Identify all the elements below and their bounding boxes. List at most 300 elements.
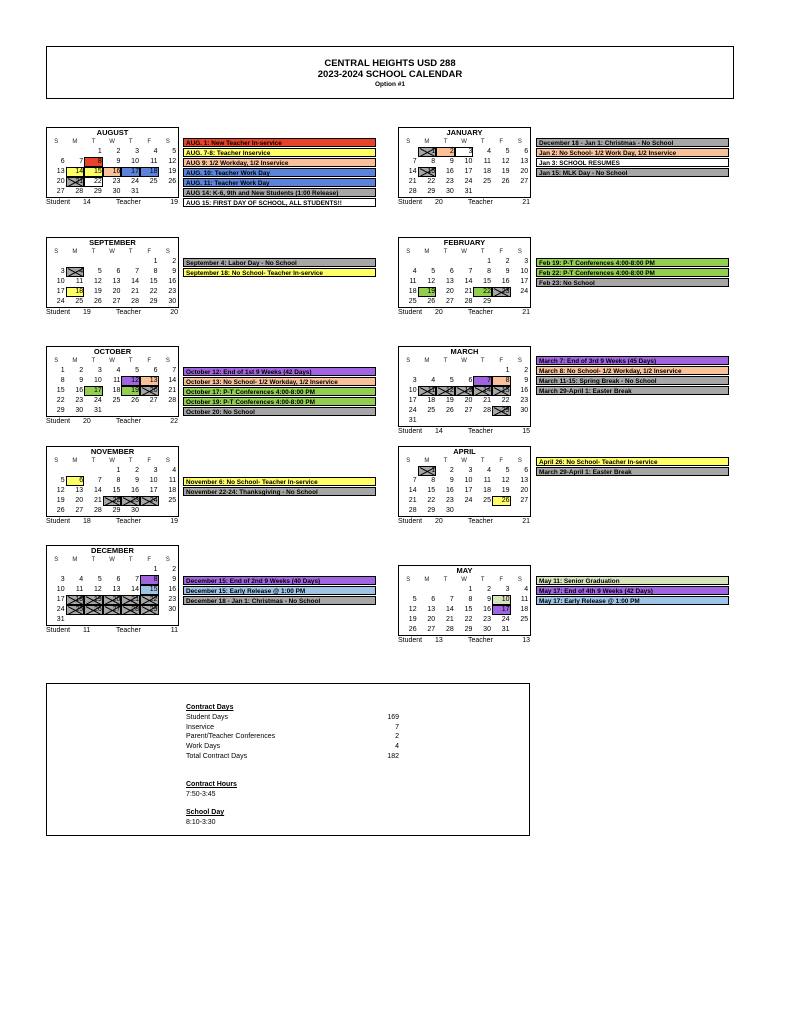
day-cell: 9: [487, 596, 491, 603]
day-cell: [399, 257, 418, 267]
week-row: [47, 257, 178, 267]
day-cell: 16: [103, 167, 122, 177]
week-row: [399, 287, 530, 297]
day-cell: 31: [93, 407, 102, 414]
day-cell: 30: [445, 188, 454, 195]
day-cell: 3: [60, 268, 65, 275]
teacher-label: Teacher: [116, 518, 141, 525]
day-cell: 21: [408, 178, 417, 185]
day-cell: 19: [84, 595, 103, 605]
events-december: [183, 576, 376, 605]
day-cell: 18: [112, 387, 121, 394]
day-cell: 1: [116, 467, 121, 474]
day-cell: [511, 506, 530, 516]
weekday-label: T: [128, 557, 133, 563]
weekday-label: F: [147, 139, 152, 145]
event-item: Jan 15: MLK Day - No School: [536, 168, 729, 177]
week-row: [47, 157, 178, 167]
weekday-label: S: [165, 557, 170, 563]
day-cell: 2: [116, 148, 121, 155]
day-cell: 30: [168, 298, 177, 305]
student-label: Student: [398, 199, 423, 206]
day-cell: 20: [103, 595, 122, 605]
day-cell: [159, 406, 178, 416]
week-row: [399, 277, 530, 287]
day-cell: 23: [520, 397, 529, 404]
day-cell: 4: [412, 268, 417, 275]
day-cell: 28: [464, 298, 473, 305]
day-cell: 17: [56, 596, 65, 603]
weekday-label: M: [424, 577, 430, 583]
event-item: December 15: Early Release @ 1:00 PM: [183, 586, 376, 595]
day-cell: 7: [468, 268, 473, 275]
day-cell: 8: [492, 376, 511, 386]
weekday-label: W: [109, 358, 115, 364]
day-cell: 25: [408, 298, 417, 305]
day-cell: [455, 416, 474, 426]
day-cell: 14: [464, 278, 473, 285]
month-name: SEPTEMBER: [89, 238, 136, 247]
day-cell: 2: [172, 566, 177, 573]
weekday-header: [47, 356, 178, 366]
day-cell: 15: [464, 606, 473, 613]
day-cell: 24: [464, 178, 473, 185]
day-cell: 25: [66, 605, 85, 615]
teacher-day-count: 19: [170, 199, 178, 206]
day-cell: 23: [121, 496, 140, 506]
day-cell: 26: [84, 605, 103, 615]
day-cell: 6: [431, 596, 436, 603]
day-cell: 29: [140, 605, 159, 615]
event-item: December 15: End of 2nd 9 Weeks (40 Days): [183, 576, 376, 585]
day-cell: 25: [168, 497, 177, 504]
event-item: March 8: No School- 1/2 Workday, 1/2 Inservice: [536, 366, 729, 375]
weekday-label: T: [91, 458, 96, 464]
day-cell: 19: [445, 397, 454, 404]
day-cell: 30: [112, 188, 121, 195]
day-cell: 13: [520, 477, 529, 484]
month-november: [46, 446, 179, 526]
teacher-label: Teacher: [116, 627, 141, 634]
day-cell: 17: [464, 487, 473, 494]
day-cell: 7: [473, 376, 492, 386]
weekday-label: T: [128, 249, 133, 255]
day-cell: 14: [408, 168, 417, 175]
day-cell: 3: [505, 586, 510, 593]
day-cell: 12: [501, 158, 510, 165]
day-cell: 24: [56, 298, 65, 305]
teacher-day-count: 20: [170, 309, 178, 316]
day-cell: [66, 147, 85, 157]
week-row: [47, 595, 178, 605]
weekday-header: [47, 456, 178, 466]
day-cell: 27: [149, 397, 158, 404]
day-cell: 29: [149, 298, 158, 305]
week-row: [47, 167, 178, 177]
weekday-label: T: [480, 577, 485, 583]
day-cell: 22: [501, 397, 510, 404]
day-cell: [511, 297, 530, 307]
day-cell: 22: [427, 178, 436, 185]
week-row: [399, 396, 530, 406]
day-cell: 25: [483, 178, 491, 185]
weekday-header: [399, 247, 530, 257]
event-item: November 22-24: Thanksgiving - No School: [183, 487, 376, 496]
day-cell: 3: [412, 377, 417, 384]
day-cell: 18: [520, 606, 529, 613]
weekday-label: T: [443, 458, 448, 464]
day-cell: 4: [487, 148, 491, 155]
month-april: [398, 446, 531, 526]
weekday-label: S: [54, 139, 59, 145]
student-label: Student: [46, 627, 71, 634]
teacher-day-count: 22: [170, 418, 178, 425]
day-cell: 10: [408, 387, 417, 394]
day-cell: 3: [135, 148, 139, 155]
week-row: [399, 605, 530, 615]
day-cell: [84, 565, 103, 575]
day-cell: 15: [418, 167, 437, 177]
event-item: October 12: End of 1st 9 Weeks (42 Days): [183, 367, 376, 376]
day-cell: [418, 416, 437, 426]
month-name: NOVEMBER: [90, 447, 135, 456]
day-cell: [511, 416, 530, 426]
weekday-label: F: [499, 358, 504, 364]
day-cell: 2: [172, 258, 177, 265]
month-name: OCTOBER: [93, 347, 132, 356]
day-cell: 22: [427, 497, 436, 504]
month-september: [46, 237, 179, 317]
day-cell: 16: [483, 606, 491, 613]
weekday-label: T: [480, 139, 485, 145]
week-row: [47, 386, 178, 396]
day-cell: 6: [524, 467, 529, 474]
day-cell: [492, 297, 511, 307]
month-day-counts: [46, 308, 179, 317]
month-grid: [46, 237, 179, 308]
day-cell: 5: [97, 576, 102, 583]
day-cell: 7: [172, 367, 177, 374]
school-day-value: 8:10-3:30: [186, 819, 216, 826]
student-label: Student: [398, 309, 423, 316]
day-cell: 3: [524, 258, 529, 265]
weekday-label: W: [109, 249, 115, 255]
event-item: September 18: No School- Teacher In-service: [183, 268, 376, 277]
day-cell: 11: [483, 158, 491, 165]
day-cell: [47, 257, 66, 267]
weekday-label: M: [424, 458, 430, 464]
day-cell: 28: [445, 626, 454, 633]
week-row: [399, 585, 530, 595]
day-cell: 2: [449, 467, 454, 474]
day-cell: 23: [483, 616, 491, 623]
weekday-label: M: [424, 358, 430, 364]
day-cell: 29: [93, 188, 102, 195]
weekday-label: M: [424, 139, 430, 145]
day-cell: 22: [149, 288, 158, 295]
weekday-label: F: [147, 557, 152, 563]
day-cell: 3: [468, 467, 473, 474]
day-cell: 10: [56, 278, 65, 285]
day-cell: [436, 416, 455, 426]
weekday-label: T: [128, 139, 133, 145]
day-cell: [399, 466, 418, 476]
month-day-counts: [398, 517, 531, 526]
day-cell: 1: [418, 466, 437, 476]
month-grid: [46, 545, 179, 626]
student-day-count: 20: [435, 199, 443, 206]
week-row: [47, 147, 178, 157]
day-cell: [103, 257, 122, 267]
day-cell: 28: [131, 298, 139, 305]
teacher-day-count: 15: [522, 428, 530, 435]
day-cell: [399, 585, 418, 595]
day-cell: 20: [112, 288, 121, 295]
week-row: [47, 605, 178, 615]
day-cell: 17: [56, 288, 65, 295]
day-cell: 23: [445, 178, 454, 185]
day-cell: 15: [492, 386, 511, 396]
week-row: [47, 466, 178, 476]
weekday-label: F: [147, 249, 152, 255]
day-cell: 18: [408, 288, 417, 295]
day-cell: 22: [140, 595, 159, 605]
month-january: [398, 127, 531, 207]
weekday-label: M: [424, 249, 430, 255]
day-cell: 24: [93, 397, 102, 404]
month-october: [46, 346, 179, 426]
day-cell: 25: [520, 616, 529, 623]
day-cell: 1: [418, 147, 437, 157]
week-row: [399, 257, 530, 267]
day-cell: 10: [492, 595, 511, 605]
weekday-label: T: [480, 358, 485, 364]
day-cell: 30: [75, 407, 84, 414]
day-cell: 4: [431, 377, 436, 384]
day-cell: 16: [168, 586, 177, 593]
teacher-label: Teacher: [116, 199, 141, 206]
day-cell: [84, 615, 103, 625]
day-cell: 18: [140, 167, 159, 177]
day-cell: 26: [445, 407, 454, 414]
week-row: [47, 187, 178, 197]
event-item: AUG. 7-8: Teacher Inservice: [183, 148, 376, 157]
weekday-label: S: [165, 139, 170, 145]
day-cell: 21: [445, 616, 454, 623]
event-item: May 17: Early Release @ 1:00 PM: [536, 596, 729, 605]
day-cell: 14: [131, 278, 139, 285]
teacher-label: Teacher: [468, 309, 493, 316]
day-cell: [511, 625, 530, 635]
event-item: May 17: End of 4th 9 Weeks (42 Days): [536, 586, 729, 595]
day-cell: 19: [168, 168, 177, 175]
day-cell: 1: [60, 367, 65, 374]
day-cell: 23: [492, 287, 511, 297]
day-cell: 5: [449, 377, 454, 384]
day-cell: 17: [492, 605, 511, 615]
day-cell: 30: [483, 626, 491, 633]
day-cell: 16: [75, 387, 84, 394]
week-row: [47, 575, 178, 585]
day-cell: 20: [520, 168, 529, 175]
weekday-label: S: [54, 358, 59, 364]
day-cell: 10: [149, 477, 158, 484]
day-cell: 3: [97, 367, 102, 374]
weekday-label: S: [517, 249, 522, 255]
day-cell: [492, 187, 511, 197]
day-cell: 9: [172, 268, 177, 275]
event-item: Feb 23: No School: [536, 278, 729, 287]
day-cell: 9: [79, 377, 84, 384]
weekday-label: S: [517, 458, 522, 464]
week-row: [399, 496, 530, 506]
day-cell: 8: [116, 477, 121, 484]
day-cell: [47, 466, 66, 476]
day-cell: 17: [464, 168, 473, 175]
day-cell: 8: [431, 477, 436, 484]
day-cell: 28: [168, 397, 177, 404]
week-row: [47, 267, 178, 277]
weekday-label: T: [480, 458, 485, 464]
school-day-heading: School Day: [186, 809, 225, 816]
month-day-counts: [398, 427, 531, 436]
weekday-label: T: [443, 358, 448, 364]
day-cell: 17: [121, 167, 140, 177]
contract-day-value: 182: [387, 752, 399, 760]
events-september: [183, 258, 376, 277]
month-day-counts: [46, 417, 179, 426]
day-cell: [140, 187, 159, 197]
teacher-label: Teacher: [116, 418, 141, 425]
day-cell: 27: [520, 497, 529, 504]
day-cell: 24: [140, 496, 159, 506]
day-cell: 16: [445, 487, 454, 494]
month-may: [398, 565, 531, 645]
month-day-counts: [398, 636, 531, 645]
day-cell: 3: [60, 576, 65, 583]
day-cell: 29: [464, 626, 473, 633]
day-cell: [159, 187, 178, 197]
day-cell: 12: [93, 586, 102, 593]
month-grid: [46, 127, 179, 198]
day-cell: 28: [408, 188, 417, 195]
week-row: [399, 167, 530, 177]
day-cell: 14: [93, 487, 102, 494]
day-cell: 12: [93, 278, 102, 285]
day-cell: 26: [501, 178, 510, 185]
day-cell: 14: [473, 386, 492, 396]
weekday-header: [399, 137, 530, 147]
day-cell: 1: [153, 566, 158, 573]
day-cell: 20: [445, 288, 454, 295]
teacher-label: Teacher: [468, 199, 493, 206]
events-april: [536, 457, 729, 476]
day-cell: 11: [113, 377, 121, 384]
day-cell: 14: [168, 377, 177, 384]
weekday-label: S: [517, 139, 522, 145]
contract-day-label: Work Days: [186, 743, 221, 751]
day-cell: 21: [121, 595, 140, 605]
day-cell: 10: [520, 268, 529, 275]
day-cell: [103, 615, 122, 625]
student-label: Student: [398, 637, 423, 644]
event-item: October 17: P-T Conferences 4:00-8:00 PM: [183, 387, 376, 396]
month-grid: [398, 565, 531, 636]
day-cell: [473, 416, 492, 426]
day-cell: 21: [66, 177, 85, 187]
day-cell: 7: [97, 477, 102, 484]
day-cell: 31: [131, 188, 139, 195]
day-cell: 21: [131, 288, 139, 295]
month-grid: [46, 446, 179, 517]
day-cell: 18: [483, 168, 491, 175]
event-item: March 11-15: Spring Break - No School: [536, 376, 729, 385]
day-cell: 11: [168, 477, 177, 484]
weekday-label: S: [165, 358, 170, 364]
event-item: Jan 2: No School- 1/2 Work Day, 1/2 Inservice: [536, 148, 729, 157]
weekday-header: [47, 247, 178, 257]
day-cell: 15: [427, 487, 436, 494]
day-cell: 4: [66, 267, 85, 277]
day-cell: 11: [520, 596, 529, 603]
teacher-label: Teacher: [116, 309, 141, 316]
day-cell: 6: [60, 158, 65, 165]
day-cell: [399, 147, 418, 157]
day-cell: [492, 506, 511, 516]
day-cell: [418, 585, 437, 595]
calendar-header: [46, 46, 734, 99]
day-cell: 12: [168, 158, 177, 165]
day-cell: 6: [116, 576, 121, 583]
contract-days-heading: Contract Days: [186, 704, 234, 711]
weekday-label: T: [91, 139, 96, 145]
day-cell: 14: [408, 487, 417, 494]
week-row: [399, 476, 530, 486]
weekday-label: S: [406, 458, 411, 464]
day-cell: 4: [487, 467, 491, 474]
week-row: [47, 496, 178, 506]
day-cell: 24: [464, 497, 473, 504]
events-august: [183, 138, 376, 207]
student-label: Student: [46, 518, 71, 525]
student-day-count: 20: [83, 418, 91, 425]
day-cell: 2: [79, 367, 84, 374]
weekday-label: T: [443, 577, 448, 583]
day-cell: 5: [135, 367, 139, 374]
weekday-header: [47, 555, 178, 565]
day-cell: 2: [524, 367, 529, 374]
day-cell: 19: [501, 487, 510, 494]
weekday-label: W: [461, 358, 467, 364]
week-row: [399, 366, 530, 376]
day-cell: 26: [492, 496, 511, 506]
week-row: [399, 506, 530, 516]
day-cell: 31: [464, 188, 473, 195]
month-day-counts: [46, 517, 179, 526]
week-row: [47, 396, 178, 406]
day-cell: 12: [121, 376, 140, 386]
event-item: AUG. 1: New Teacher In-service: [183, 138, 376, 147]
day-cell: 10: [464, 158, 473, 165]
weekday-label: T: [480, 249, 485, 255]
day-cell: 25: [427, 407, 436, 414]
day-cell: [436, 257, 455, 267]
day-cell: [103, 406, 122, 416]
day-cell: [140, 506, 159, 516]
weekday-label: S: [54, 458, 59, 464]
day-cell: 29: [483, 298, 491, 305]
event-item: March 29-April 1: Easter Break: [536, 386, 729, 395]
